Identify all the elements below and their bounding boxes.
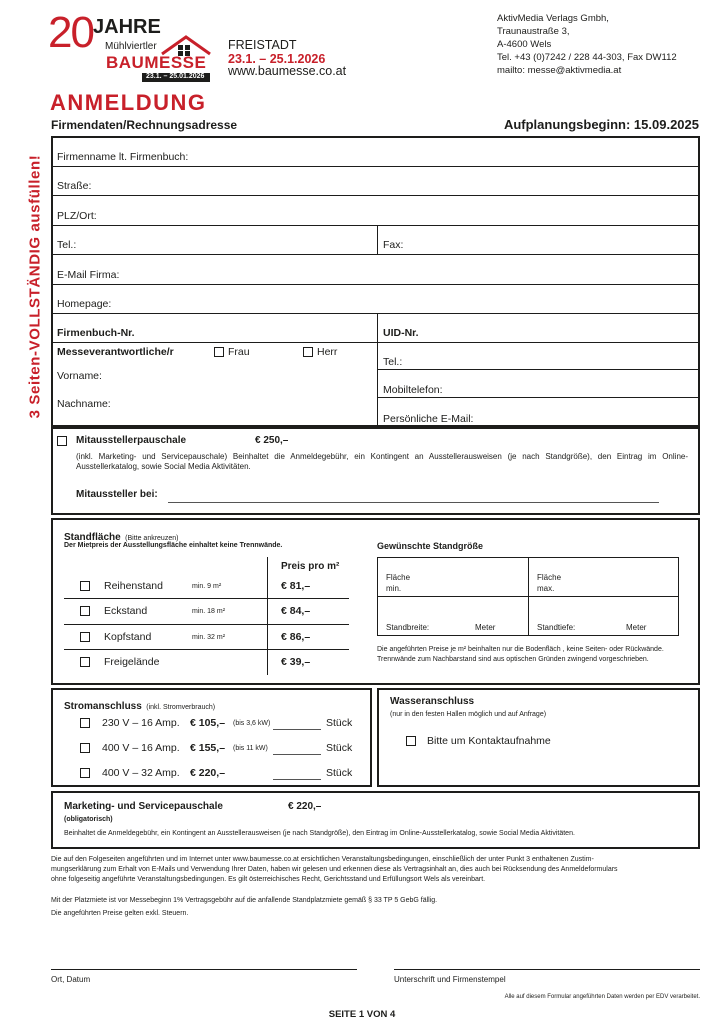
standflaeche-title-note: (Bitte ankreuzen) (125, 535, 179, 542)
frau-label: Frau (228, 346, 250, 358)
strom-230-stueck: Stück (326, 717, 353, 729)
frau-checkbox[interactable] (214, 347, 224, 357)
strom-230-note: (bis 3,6 kW) (233, 720, 271, 727)
strom-230-price: € 105,– (190, 717, 226, 729)
vorname-field[interactable]: Vorname: (57, 370, 102, 382)
plz-ort-field[interactable]: PLZ/Ort: (57, 210, 97, 222)
marketing-oblig: (obligatorisch) (64, 816, 113, 823)
publisher-address (497, 12, 677, 77)
logo (48, 8, 213, 80)
firmenbuch-field[interactable]: Firmenbuch-Nr. (57, 327, 135, 339)
price-header: Preis pro m² (281, 561, 340, 572)
flaeche-max-field[interactable] (537, 572, 561, 594)
kontakt-checkbox[interactable] (406, 736, 416, 746)
reihenstand-checkbox[interactable] (80, 581, 90, 591)
kopfstand-min: min. 32 m² (192, 634, 226, 641)
tel-field[interactable]: Tel.: (57, 239, 77, 251)
deadline: Aufplanungsbeginn: 15.09.2025 (503, 117, 699, 132)
flaeche-min-field[interactable] (386, 572, 410, 594)
page-subtitle: Firmendaten/Rechnungsadresse (51, 118, 238, 132)
eckstand-price: € 84,– (281, 605, 311, 617)
flaeche-max-line2: max. (537, 584, 555, 593)
mobil-field[interactable]: Mobiltelefon: (383, 384, 443, 396)
flaeche-min-line2: min. (386, 584, 402, 593)
mitaussteller-checkbox[interactable] (57, 436, 67, 446)
strom-400-16-label: 400 V – 16 Amp. (102, 742, 180, 754)
strom-400-32-checkbox[interactable] (80, 768, 90, 778)
page-title: ANMELDUNG (50, 90, 207, 115)
standflaeche-note: Der Mietpreis der Ausstellungsfläche einhaltet keine Trennwände. (64, 542, 283, 549)
marketing-description: Beinhaltet die Anmeldegebühr, ein Kontingent an Ausstellerausweisen (je nach Standgröße), den Eintrag im Online-Ausstellerkatalog, sowie Social Media Aktivitäten. (64, 830, 575, 837)
standflaeche-note2: Die angeführten Preise je m² beinhalten nur die Bodenfläch , keine Seiten- oder Rückwände. Trennwände zum Nachbarstand sind aus optischen Gründen zwingend vorgeschrieben. (377, 646, 664, 663)
wish-title: Gewünschte Standgröße (377, 541, 484, 551)
firmenname-field[interactable]: Firmenname lt. Firmenbuch: (57, 151, 189, 163)
logo-muehlviertler: Mühlviertler (105, 41, 157, 52)
kopfstand-checkbox[interactable] (80, 632, 90, 642)
eckstand-checkbox[interactable] (80, 606, 90, 616)
strom-400-32-label: 400 V – 32 Amp. (102, 767, 180, 779)
kopfstand-label: Kopfstand (104, 631, 152, 643)
reihenstand-min: min. 9 m² (192, 583, 222, 590)
logo-jahre: JAHRE (93, 16, 161, 38)
marketing-title: Marketing- und Servicepauschale (64, 801, 223, 812)
edv-note: Alle auf diesem Formular angeführten Daten werden per EDV verarbeitet. (504, 994, 700, 1000)
fax-field[interactable]: Fax: (383, 239, 404, 251)
mitaussteller-bei-input[interactable] (168, 502, 659, 503)
conditions-line: Die auf den Folgeseiten angeführten und im Internet unter www.baumesse.co.at ersichtlichen Veranstaltungsbedingungen, einschließlich der unter Punkt 3 enthaltenen Zustim- (51, 856, 594, 863)
logo-baumesse: BAUMESSE (106, 53, 207, 72)
personal-email-field[interactable]: Persönliche E-Mail: (383, 413, 474, 425)
eckstand-min: min. 18 m² (192, 608, 226, 615)
page-number: SEITE 1 VON 4 (328, 1009, 396, 1020)
marketing-box (51, 791, 700, 849)
conditions-line: ohne folgeseitig angeführte Veranstaltungsbedingungen. Es gilt österreichisches Recht, Gerichtsstand und Erfüllungsort Wels als vereinbart. (51, 876, 486, 883)
strom-400-16-checkbox[interactable] (80, 743, 90, 753)
homepage-field[interactable]: Homepage: (57, 298, 112, 310)
freigelaende-price: € 39,– (281, 656, 311, 668)
conditions-line: mungserklärung zum Erhalt von E-Mails und Verwendung Ihrer Daten, haben wir gelesen und erkennen diese als Vertragsinhalt an, dies auch bei Rücksendung des Anmeldeformulars (51, 866, 618, 873)
wasser-title: Wasseranschluss (390, 696, 475, 707)
strom-230-label: 230 V – 16 Amp. (102, 717, 180, 729)
standtiefe-field[interactable]: Standtiefe: (537, 623, 576, 632)
logo-dates: 23.1. – 25.01.2026 (146, 73, 205, 80)
logo-date-band (142, 73, 210, 82)
tel2-field[interactable]: Tel.: (383, 356, 403, 368)
ort-datum-input[interactable] (51, 969, 357, 970)
flaeche-min-line1: Fläche (386, 573, 411, 582)
messeverantwortliche-label: Messeverantwortliche/r (57, 346, 174, 358)
strom-230-checkbox[interactable] (80, 718, 90, 728)
mitaussteller-bei-label: Mitaussteller bei: (76, 489, 158, 500)
marketing-price: € 220,– (288, 801, 322, 812)
signature-input[interactable] (394, 969, 700, 970)
strom-400-32-stueck: Stück (326, 767, 353, 779)
tax-note: Die angeführten Preise gelten exkl. Steuern. (51, 910, 189, 917)
strom-title-note: (inkl. Stromverbrauch) (146, 704, 216, 711)
strom-230-qty-input[interactable] (273, 729, 321, 730)
event-url[interactable]: www.baumesse.co.at (228, 64, 347, 78)
event-dates: 23.1. – 25.1.2026 (228, 52, 326, 66)
standtiefe-unit: Meter (626, 623, 647, 632)
publisher-line: Traunaustraße 3, (497, 26, 570, 37)
flaeche-max-line1: Fläche (537, 573, 562, 582)
freigelaende-checkbox[interactable] (80, 657, 90, 667)
publisher-line: Tel. +43 (0)7242 / 228 44-303, Fax DW112 (497, 52, 677, 63)
strom-heading (64, 696, 215, 714)
strom-400-16-qty-input[interactable] (273, 754, 321, 755)
strom-title: Stromanschluss (64, 701, 142, 712)
kopfstand-price: € 86,– (281, 631, 311, 643)
fee-note: Mit der Platzmiete ist vor Messebeginn 1% Vertragsgebühr auf die anfallende Standplatzmiete gemäß § 33 TP 5 GebG fällig. (51, 897, 438, 904)
strom-400-16-price: € 155,– (190, 742, 226, 754)
company-data-box (51, 136, 700, 427)
mitaussteller-price: € 250,– (255, 435, 289, 446)
strasse-field[interactable]: Straße: (57, 180, 92, 192)
event-city: FREISTADT (228, 38, 297, 52)
reihenstand-price: € 81,– (281, 580, 311, 592)
strom-400-16-note: (bis 11 kW) (233, 745, 268, 752)
logo-number: 20 (48, 8, 93, 57)
vertical-instruction: 3 Seiten-VOLLSTÄNDIG ausfüllen! (26, 154, 44, 419)
strom-400-32-qty-input[interactable] (273, 779, 321, 780)
mitaussteller-title: Mitausstellerpauschale (76, 435, 187, 446)
wasser-note: (nur in den festen Hallen möglich und auf Anfrage) (390, 711, 547, 718)
standbreite-unit: Meter (475, 623, 496, 632)
strom-400-32-price: € 220,– (190, 767, 226, 779)
freigelaende-label: Freigelände (104, 656, 160, 668)
herr-label: Herr (317, 346, 338, 358)
uid-field[interactable]: UID-Nr. (383, 327, 419, 339)
nachname-field[interactable]: Nachname: (57, 398, 111, 410)
publisher-line: A-4600 Wels (497, 39, 552, 50)
conditions-text (51, 855, 701, 885)
publisher-line: AktivMedia Verlags Gmbh, (497, 13, 609, 24)
standflaeche-title: Standfläche (64, 532, 121, 543)
reihenstand-label: Reihenstand (104, 580, 163, 592)
publisher-email[interactable]: mailto: messe@aktivmedia.at (497, 65, 622, 76)
kontakt-label: Bitte um Kontaktaufnahme (427, 735, 551, 747)
herr-checkbox[interactable] (303, 347, 313, 357)
email-field[interactable]: E-Mail Firma: (57, 269, 120, 281)
ort-datum-label: Ort, Datum (51, 975, 91, 984)
mitaussteller-description: (inkl. Marketing- und Servicepauschale) Beinhaltet die Anmeldegebühr, ein Kontingent an Ausstellerausweisen (je nach Standgröße), den Eintrag im Online-Ausstellerkatalog, sowie Social Media Aktivitäten. (76, 452, 688, 471)
eckstand-label: Eckstand (104, 605, 148, 617)
signature-label: Unterschrift und Firmenstempel (394, 975, 506, 984)
strom-400-16-stueck: Stück (326, 742, 353, 754)
standbreite-field[interactable]: Standbreite: (386, 623, 430, 632)
